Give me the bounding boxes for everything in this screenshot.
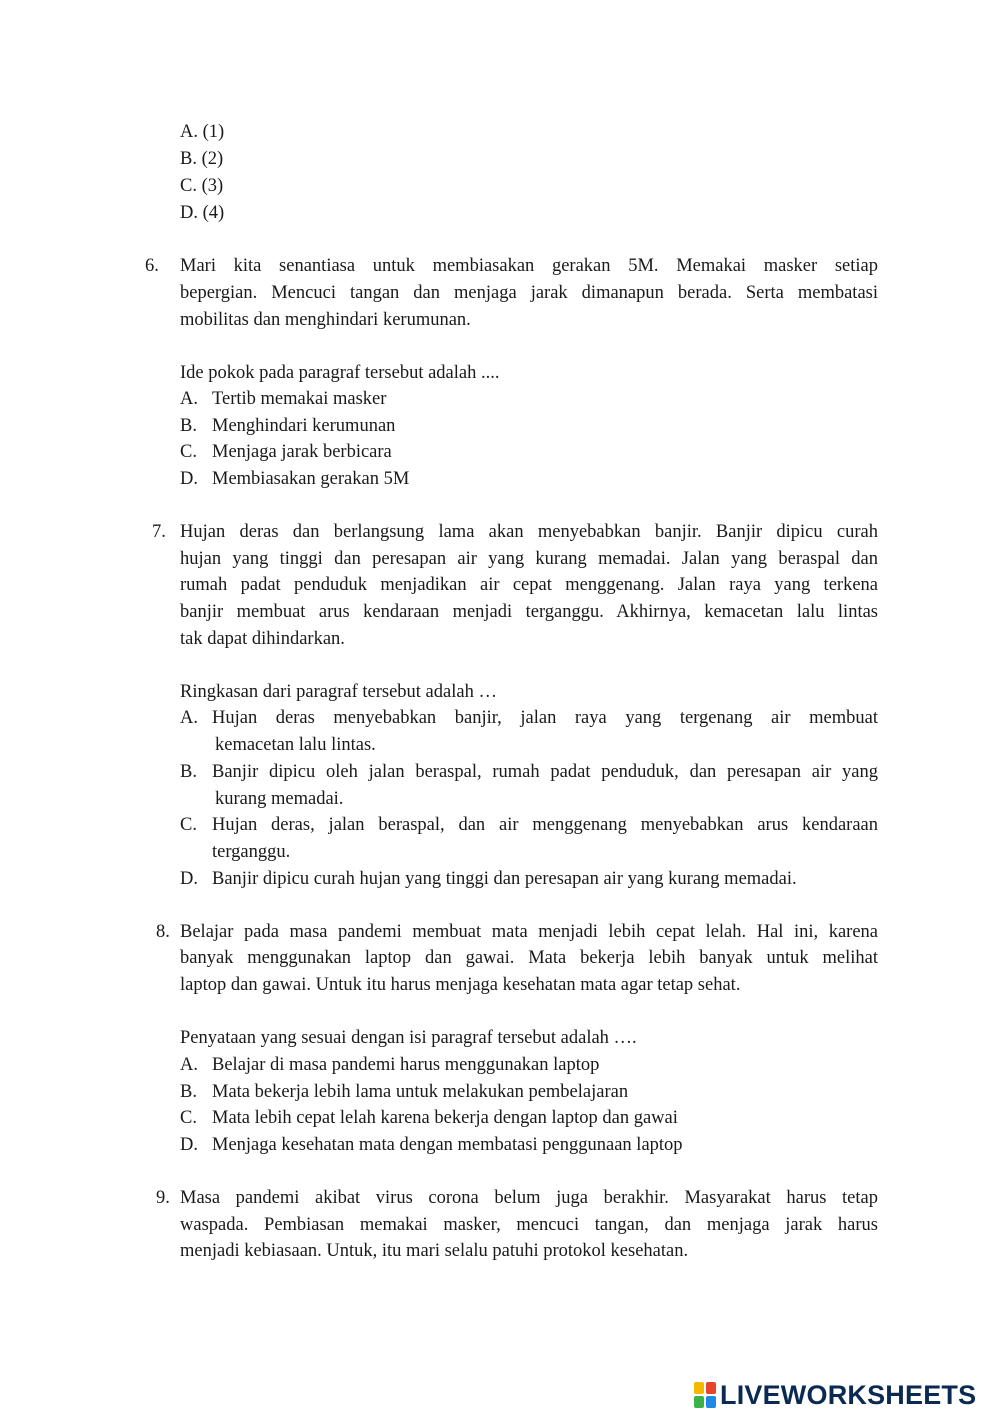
question-9-paragraph-line-3: menjadi kebiasaan. Untuk, itu mari selalu patuhi protokol kesehatan. xyxy=(180,1241,689,1261)
question-7-number: 7. xyxy=(152,522,166,542)
question-8-option-d-letter: D. xyxy=(180,1135,198,1155)
question-6-option-b: Menghindari kerumunan xyxy=(212,416,396,436)
question-8-prompt: Penyataan yang sesuai dengan isi paragraf tersebut adalah …. xyxy=(180,1028,637,1048)
logo-square-blue xyxy=(706,1396,716,1408)
question-6-number: 6. xyxy=(145,256,159,276)
question-9-paragraph-line-2: waspada. Pembiasan memakai masker, mencuci tangan, dan menjaga jarak harus xyxy=(180,1215,878,1235)
question-7-option-c-line-1: Hujan deras, jalan beraspal, dan air menggenang menyebabkan arus kendaraan xyxy=(212,815,878,835)
question-7-option-a-line-2: kemacetan lalu lintas. xyxy=(215,735,376,755)
question-9-number: 9. xyxy=(156,1188,170,1208)
question-8-option-d: Menjaga kesehatan mata dengan membatasi penggunaan laptop xyxy=(212,1135,683,1155)
question-8-paragraph-line-2: banyak menggunakan laptop dan gawai. Mata bekerja lebih banyak untuk melihat xyxy=(180,948,878,968)
logo-square-red xyxy=(706,1382,716,1394)
question-8-paragraph-line-1: Belajar pada masa pandemi membuat mata menjadi lebih cepat lelah. Hal ini, karena xyxy=(180,922,878,942)
question-7-option-a-line-1: Hujan deras menyebabkan banjir, jalan raya yang tergenang air membuat xyxy=(212,708,878,728)
question-8-option-a: Belajar di masa pandemi harus menggunakan laptop xyxy=(212,1055,600,1075)
question-7-option-b-letter: B. xyxy=(180,762,197,782)
question-7-option-d-letter: D. xyxy=(180,869,198,889)
prev-option-c: C. (3) xyxy=(180,176,224,196)
question-6-option-d: Membiasakan gerakan 5M xyxy=(212,469,410,489)
question-7-paragraph-line-2: hujan yang tinggi dan peresapan air yang kurang memadai. Jalan yang beraspal dan xyxy=(180,549,878,569)
question-7-paragraph-line-1: Hujan deras dan berlangsung lama akan menyebabkan banjir. Banjir dipicu curah xyxy=(180,522,878,542)
question-8-paragraph-line-3: laptop dan gawai. Untuk itu harus menjaga kesehatan mata agar tetap sehat. xyxy=(180,975,741,995)
prev-option-a: A. (1) xyxy=(180,122,225,142)
question-7-paragraph-line-4: banjir membuat arus kendaraan menjadi terganggu. Akhirnya, kemacetan lalu lintas xyxy=(180,602,878,622)
logo-square-yellow xyxy=(694,1382,704,1394)
question-7-option-b-line-1: Banjir dipicu oleh jalan beraspal, rumah padat penduduk, dan peresapan air yang xyxy=(212,762,878,782)
question-7-option-c-line-2: terganggu. xyxy=(212,842,291,862)
liveworksheets-logo-text: LIVEWORKSHEETS xyxy=(720,1379,977,1410)
question-8-option-c: Mata lebih cepat lelah karena bekerja dengan laptop dan gawai xyxy=(212,1108,678,1128)
question-6-option-c: Menjaga jarak berbicara xyxy=(212,442,392,462)
prev-option-b: B. (2) xyxy=(180,149,224,169)
question-6-option-b-letter: B. xyxy=(180,416,197,436)
question-9-paragraph-line-1: Masa pandemi akibat virus corona belum juga berakhir. Masyarakat harus tetap xyxy=(180,1188,878,1208)
question-7-option-c-letter: C. xyxy=(180,815,197,835)
question-7-option-a-letter: A. xyxy=(180,708,198,728)
question-7-option-b-line-2: kurang memadai. xyxy=(215,789,344,809)
question-7-prompt: Ringkasan dari paragraf tersebut adalah … xyxy=(180,682,497,702)
prev-option-d: D. (4) xyxy=(180,203,225,223)
logo-square-green xyxy=(694,1396,704,1408)
question-7-paragraph-line-3: rumah padat penduduk menjadikan air cepat menggenang. Jalan raya yang terkena xyxy=(180,575,878,595)
question-7-paragraph-line-5: tak dapat dihindarkan. xyxy=(180,629,345,649)
question-6-paragraph-line-2: bepergian. Mencuci tangan dan menjaga jarak dimanapun berada. Serta membatasi xyxy=(180,283,878,303)
question-6-option-a-letter: A. xyxy=(180,389,198,409)
question-8-option-b: Mata bekerja lebih lama untuk melakukan pembelajaran xyxy=(212,1082,629,1102)
question-6-option-a: Tertib memakai masker xyxy=(212,389,387,409)
question-6-paragraph-line-3: mobilitas dan menghindari kerumunan. xyxy=(180,310,471,330)
liveworksheets-logo[interactable] xyxy=(694,1378,976,1412)
question-6-option-d-letter: D. xyxy=(180,469,198,489)
question-8-option-c-letter: C. xyxy=(180,1108,197,1128)
question-6-option-c-letter: C. xyxy=(180,442,197,462)
question-8-option-b-letter: B. xyxy=(180,1082,197,1102)
question-6-prompt: Ide pokok pada paragraf tersebut adalah .... xyxy=(180,363,500,383)
question-7-option-d: Banjir dipicu curah hujan yang tinggi dan peresapan air yang kurang memadai. xyxy=(212,869,797,889)
liveworksheets-logo-icon xyxy=(694,1382,716,1408)
question-8-option-a-letter: A. xyxy=(180,1055,198,1075)
question-8-number: 8. xyxy=(156,922,170,942)
question-6-paragraph-line-1: Mari kita senantiasa untuk membiasakan gerakan 5M. Memakai masker setiap xyxy=(180,256,878,276)
